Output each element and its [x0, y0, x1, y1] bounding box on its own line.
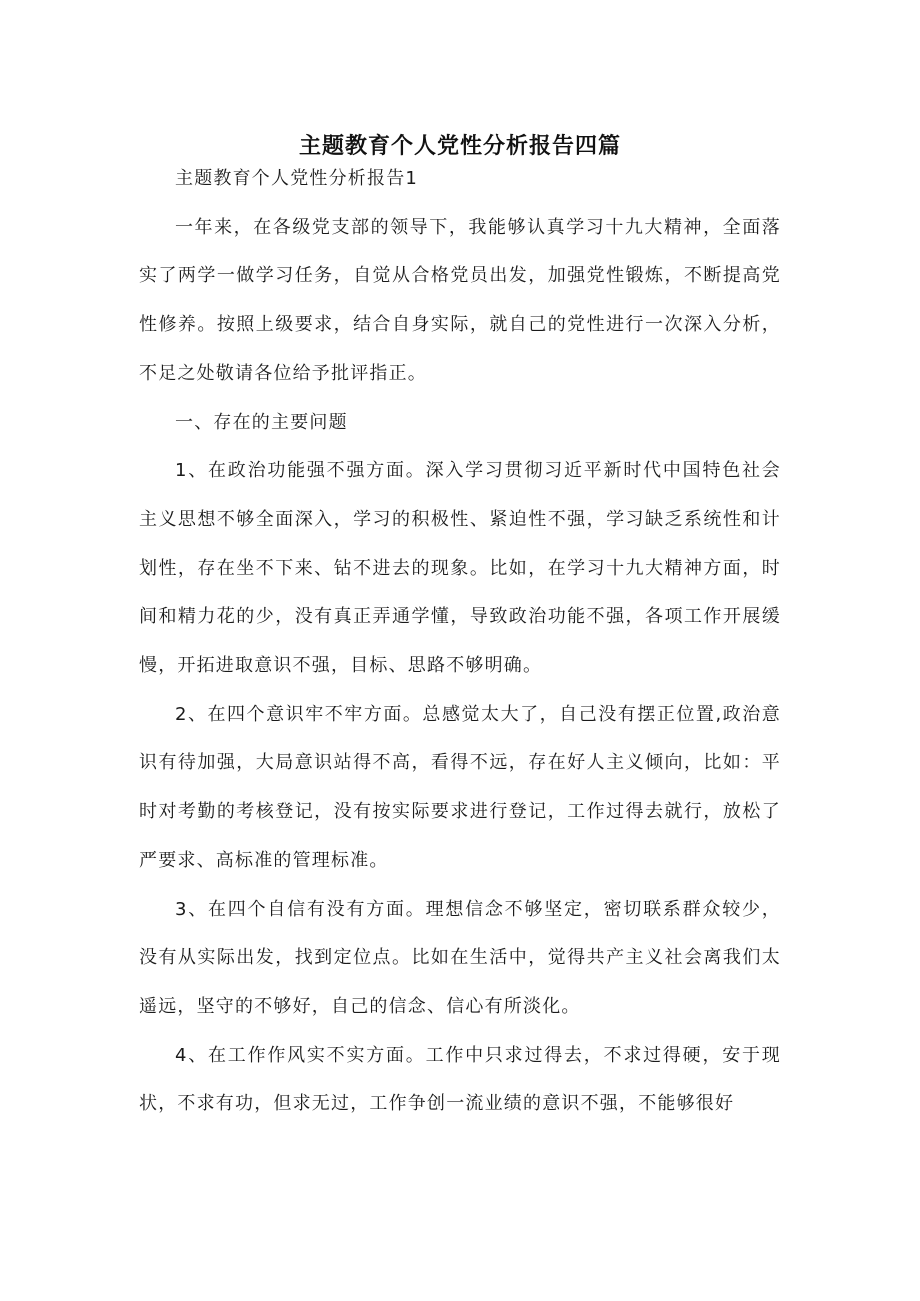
problem-item-4: 4、在工作作风实不实方面。工作中只求过得去，不求过得硬，安于现状，不求有功，但求无过，工作争创一流业绩的意识不强，不能够很好 — [139, 1044, 781, 1115]
section-heading: 一、存在的主要问题 — [175, 411, 348, 433]
document-title: 主题教育个人党性分析报告四篇 — [298, 134, 621, 159]
intro-paragraph: 一年来，在各级党支部的领导下，我能够认真学习十九大精神，全面落实了两学一做学习任务，自觉从合格党员出发，加强党性锻炼，不断提高党性修养。按照上级要求，结合自身实际，就自己的党性进行一次深入分析，不足之处敬请各位给予批评指正。 — [139, 216, 781, 384]
report-subtitle: 主题教育个人党性分析报告1 — [175, 168, 419, 189]
problem-item-1: 1、在政治功能强不强方面。深入学习贯彻习近平新时代中国特色社会主义思想不够全面深入，学习的积极性、紧迫性不强，学习缺乏系统性和计划性，存在坐不下来、钻不进去的现象。比如，在学习十九大精神方面，时间和精力花的少，没有真正弄通学懂，导致政治功能不强，各项工作开展缓慢，开拓进取意识不强，目标、思路不够明确。 — [139, 460, 781, 677]
document-body — [139, 155, 781, 1129]
problem-item-2: 2、在四个意识牢不牢方面。总感觉太大了，自己没有摆正位置,政治意识有待加强，大局意识站得不高，看得不远，存在好人主义倾向，比如：平时对考勤的考核登记，没有按实际要求进行登记，工作过得去就行，放松了严要求、高标准的管理标准。 — [139, 703, 781, 871]
problem-item-3: 3、在四个自信有没有方面。理想信念不够坚定，密切联系群众较少，没有从实际出发，找到定位点。比如在生活中，觉得共产主义社会离我们太遥远，坚守的不够好，自己的信念、信心有所淡化。 — [139, 898, 781, 1017]
